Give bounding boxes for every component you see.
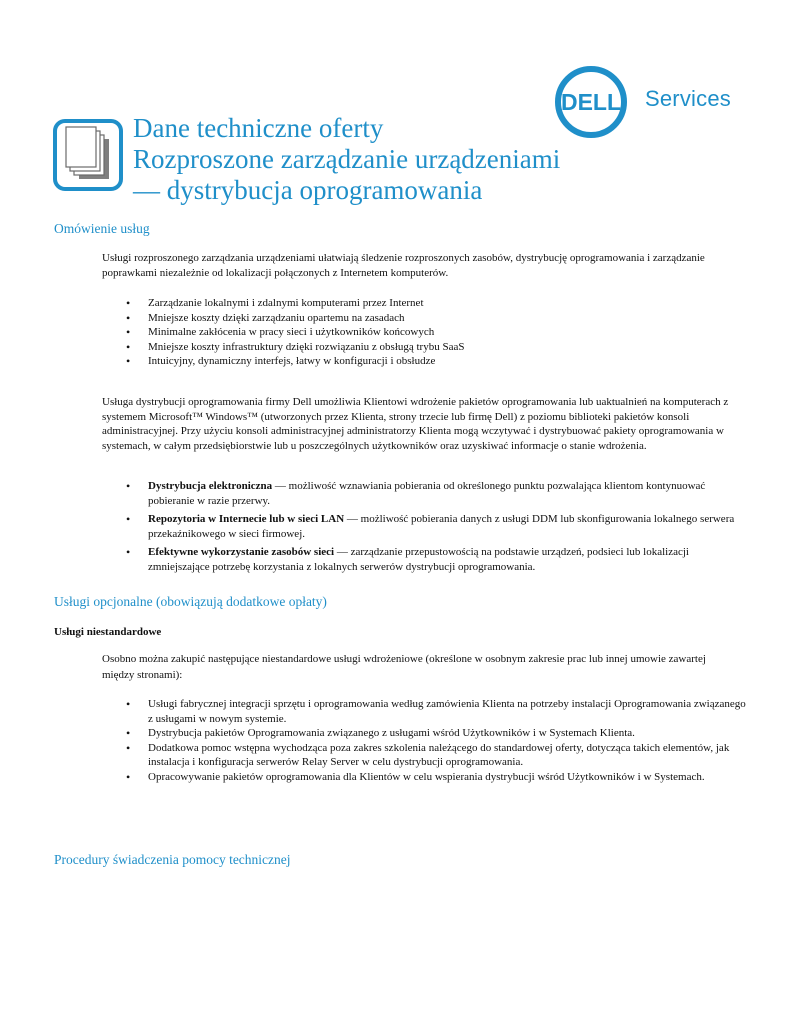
title-line-1: Dane techniczne oferty	[133, 113, 384, 143]
list-item: • Zarządzanie lokalnymi i zdalnymi komputerami przez Internet	[102, 296, 747, 311]
list-item: • Opracowywanie pakietów oprogramowania dla Klientów w celu wspierania dystrybucji wśród Użytkowników i w Systemach.	[102, 770, 747, 785]
dell-logo-circle-icon	[553, 64, 633, 140]
list-item: • Intuicyjny, dynamiczny interfejs, łatwy w konfiguracji i obsłudze	[102, 354, 747, 369]
list-item	[102, 545, 742, 574]
list-item: • Dodatkowa pomoc wstępna wychodząca poza zakres szkolenia należącego do standardowej oferty, dotycząca takich elementów, jak instalacja i konfiguracja serwerów Relay Server w celu dystrybucji oprogramowania.	[102, 741, 747, 770]
custom-services-intro: Osobno można zakupić następujące niestandardowe usługi wdrożeniowe (określone w osobnym zakresie prac lub innej umowie zawartej między stronami):	[102, 653, 706, 681]
dell-logo-text: DELL	[560, 89, 622, 115]
list-item	[102, 479, 742, 508]
list-item: • Mniejsze koszty infrastruktury dzięki rozwiązaniu z obsługą trybu SaaS	[102, 340, 747, 355]
overview-intro: Usługi rozproszonego zarządzania urządzeniami ułatwiają śledzenie rozproszonych zasobów, dystrybucję oprogramowania i zarządzanie poprawkami niezależnie od lokalizacji połączonych z Internetem komputerów.	[102, 252, 705, 279]
list-item	[102, 512, 742, 541]
feature-title: Repozytoria w Internecie lub w sieci LAN	[148, 513, 345, 525]
features-list	[102, 479, 742, 578]
overview-benefits-list	[102, 296, 747, 369]
feature-text: — możliwość wznawiania pobierania od określonego punktu pozwalająca klientom kontynuować pobieranie w razie przerwy.	[148, 480, 706, 507]
list-item: • Usługi fabrycznej integracji sprzętu i oprogramowania według zamówienia Klienta na potrzeby instalacji Oprogramowania związanego z usługami w nowym systemie.	[102, 697, 747, 726]
title-line-2: Rozproszone zarządzanie urządzeniami	[133, 144, 561, 174]
services-label: Services	[645, 86, 731, 111]
documents-icon	[52, 118, 124, 192]
title-line-3: — dystrybucja oprogramowania	[133, 175, 483, 205]
list-item: • Mniejsze koszty dzięki zarządzaniu opartemu na zasadach	[102, 311, 747, 326]
list-item: • Dystrybucja pakietów Oprogramowania związanego z usługami wśród Użytkowników i w Systemach Klienta.	[102, 726, 747, 741]
feature-title: Dystrybucja elektroniczna	[148, 480, 273, 492]
overview-heading: Omówienie usług	[54, 221, 150, 236]
custom-services-list	[102, 697, 747, 784]
feature-title: Efektywne wykorzystanie zasobów sieci	[148, 546, 335, 558]
feature-text: — zarządzanie przepustowością na podstawie urządzeń, podsieci lub lokalizacji zmniejszające potrzebę korzystania z lokalnych serwerów dystrybucji oprogramowania.	[148, 546, 689, 573]
page-title	[133, 113, 560, 206]
optional-services-heading: Usługi opcjonalne (obowiązują dodatkowe opłaty)	[54, 594, 327, 609]
list-item: • Minimalne zakłócenia w pracy sieci i użytkowników końcowych	[102, 325, 747, 340]
feature-text: — możliwość pobierania danych z usługi DDM lub skonfigurowania lokalnego serwera przekaźnikowego w sieci firmowej.	[148, 513, 735, 540]
support-procedures-heading: Procedury świadczenia pomocy technicznej	[54, 852, 291, 867]
custom-services-subheading: Usługi niestandardowe	[54, 626, 162, 638]
overview-description: Usługa dystrybucji oprogramowania firmy Dell umożliwia Klientowi wdrożenie pakietów oprogramowania lub uaktualnień na komputerach z systemem Microsoft™ Windows™ (utworzonych przez Klienta, strony trzecie lub firmę Dell) z poziomu biblioteki pakietów konsoli administracyjnej. Przy użyciu konsoli administracyjnej administratorzy Klienta mogą wczytywać i dystrybuować pakiety oprogramowania w systemach, w całym przedsiębiorstwie lub u poszczególnych użytkowników oraz uzyskiwać informacje o stanie wdrożenia.	[102, 396, 729, 452]
